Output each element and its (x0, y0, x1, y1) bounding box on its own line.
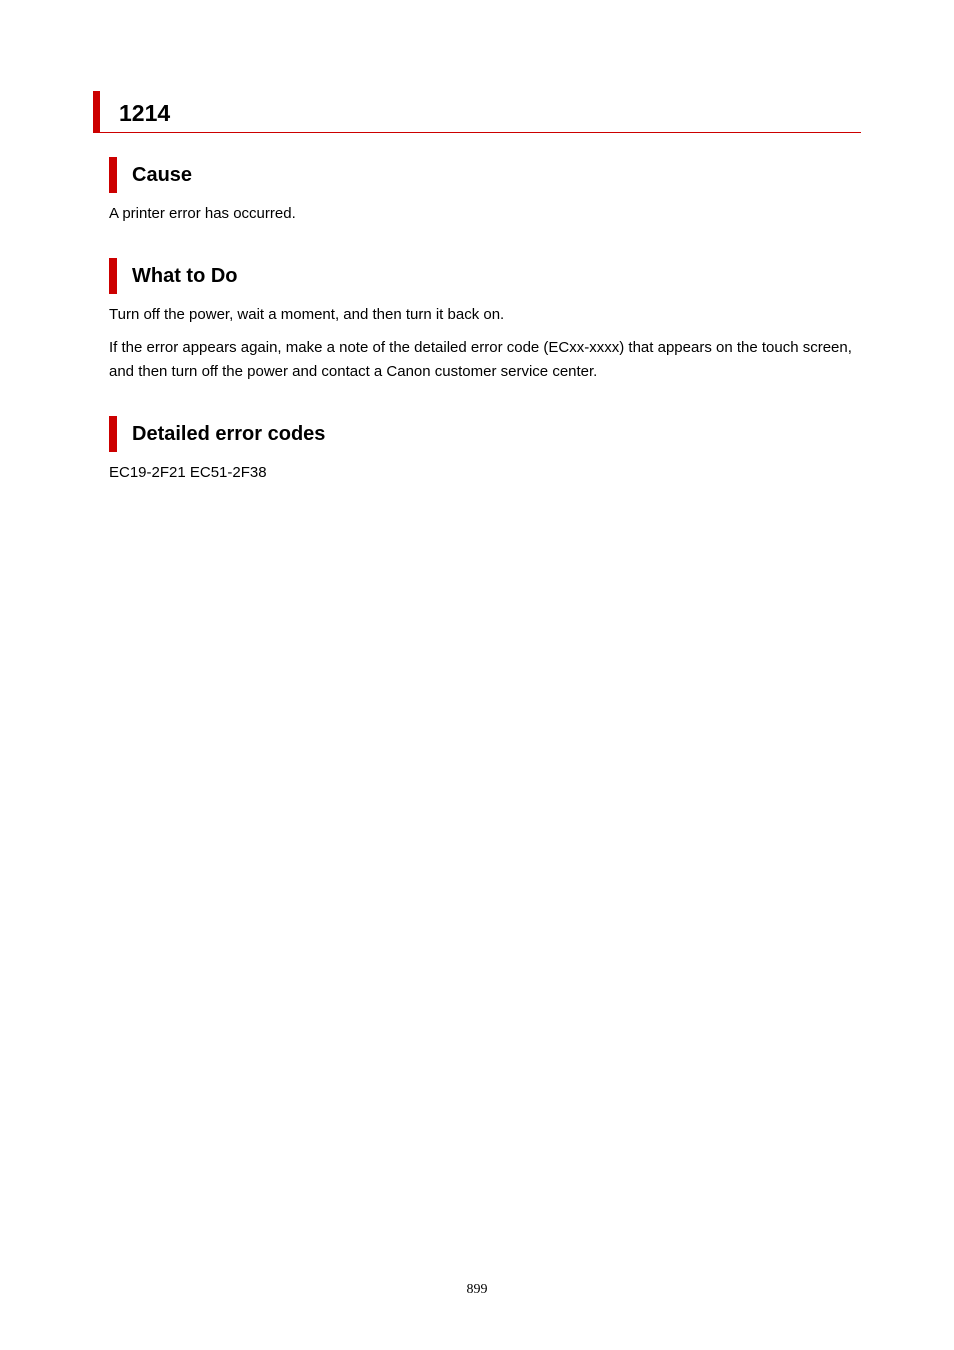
title-accent-bar (93, 91, 100, 133)
section-heading-text: What to Do (132, 265, 238, 287)
section-heading-text: Detailed error codes (132, 423, 326, 445)
section-heading-detailed-error-codes (109, 416, 809, 452)
cause-paragraph: A printer error has occurred. (109, 205, 296, 222)
page-title-text: 1214 (119, 100, 171, 126)
what-to-do-paragraph-1: Turn off the power, wait a moment, and then turn it back on. (109, 306, 505, 323)
heading-accent-bar (109, 157, 117, 193)
error-codes-paragraph: EC19-2F21 EC51-2F38 (109, 464, 267, 481)
section-heading-what-to-do (109, 258, 809, 294)
section-heading-cause (109, 157, 809, 193)
what-to-do-paragraph-2: If the error appears again, make a note of the detailed error code (ECxx-xxxx) that appears on the touch screen, and then turn off the power and contact a Canon customer service center. (109, 339, 852, 380)
heading-accent-bar (109, 416, 117, 452)
section-heading-text: Cause (132, 164, 193, 186)
page-title (93, 91, 861, 133)
page-number: 899 (466, 1282, 488, 1297)
heading-accent-bar (109, 258, 117, 294)
